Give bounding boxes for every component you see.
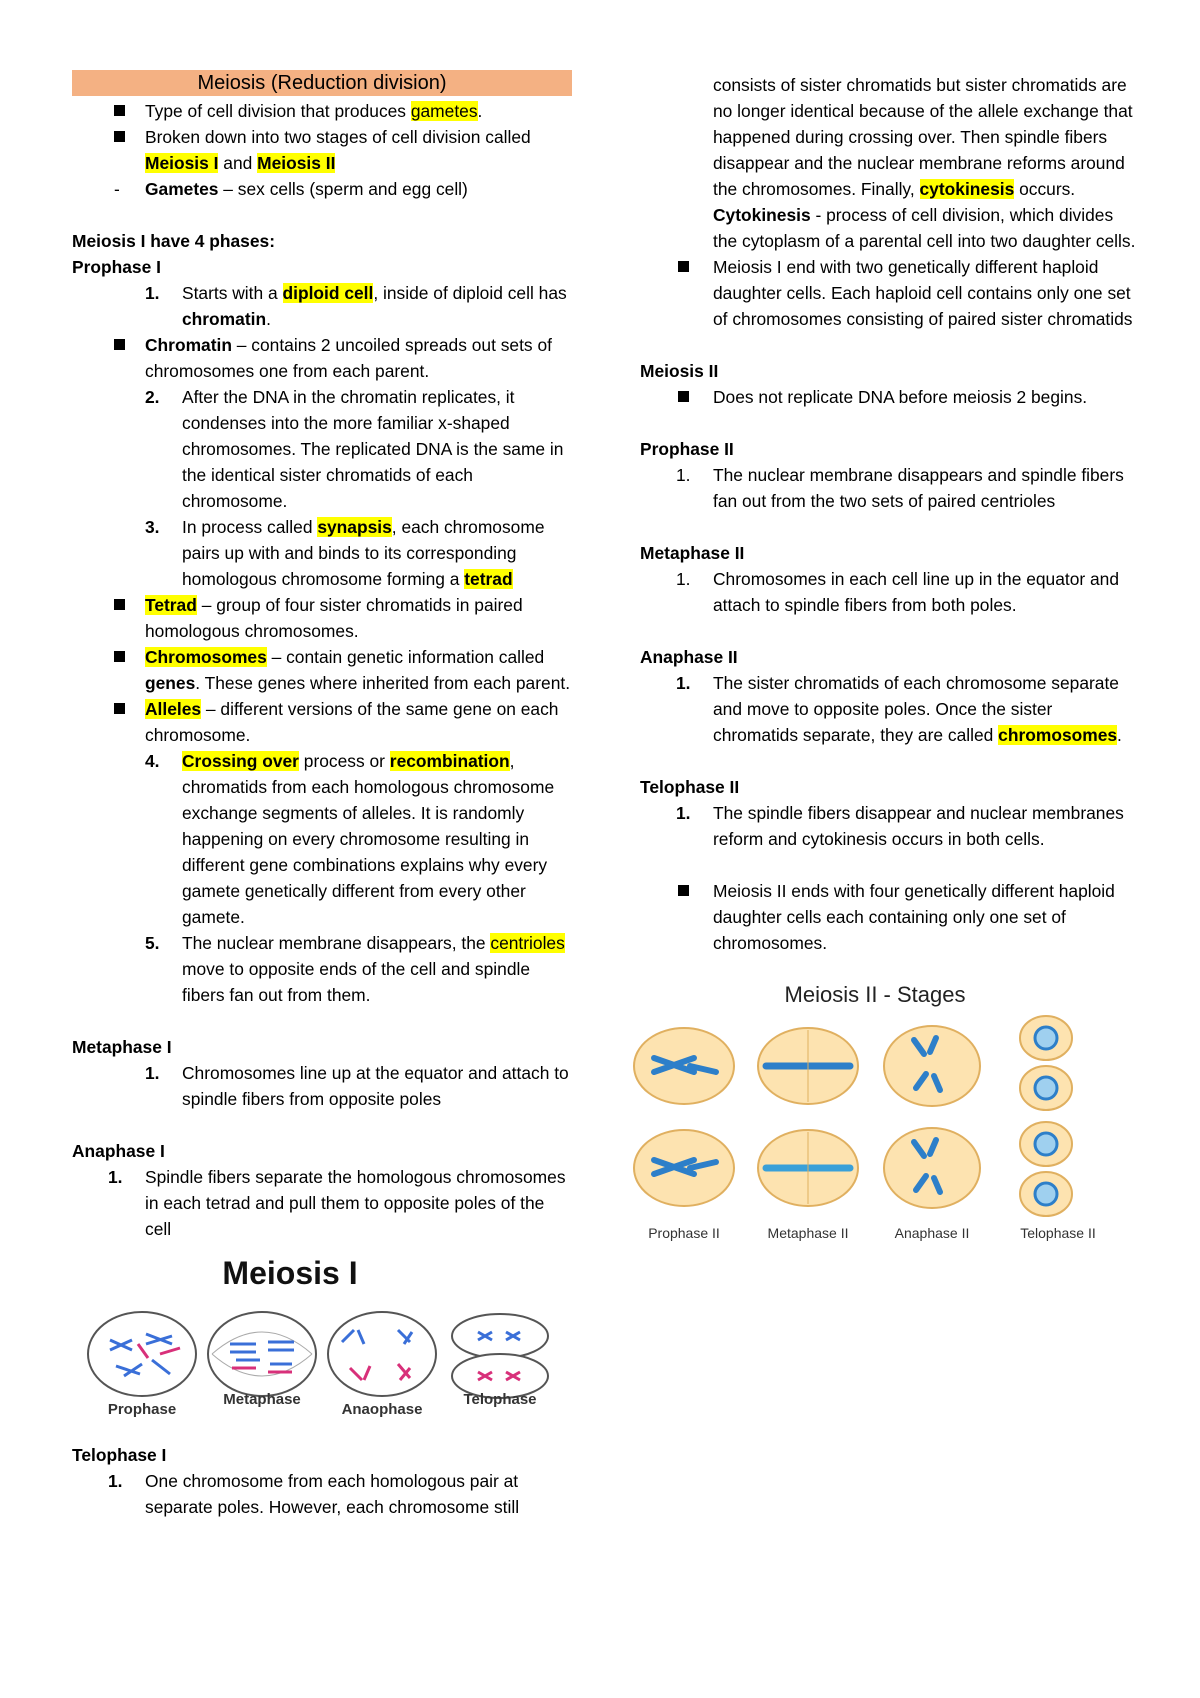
anaphase-1-heading: Anaphase I [72, 1141, 165, 1161]
meiosis-1-heading: Meiosis I have 4 phases: [72, 231, 275, 251]
prophase-2-item-1: 1. The nuclear membrane disappears and spindle fibers fan out from the two sets of paired centrioles [676, 465, 1124, 511]
metaphase-2-heading: Metaphase II [640, 543, 745, 563]
bullet-meiosis-1-end: Meiosis I end with two genetically different haploid daughter cells. Each haploid cell contains only one set of chromosomes consisting of paired sister chromatids [640, 254, 1140, 332]
page-title: Meiosis (Reduction division) [72, 70, 572, 96]
bullet-chromosomes: Chromosomes – contain genetic information called genes. These genes where inherited from each parent. [72, 644, 572, 696]
meiosis-2-figure [630, 976, 1130, 1256]
figure-label-prophase-2: Prophase II [648, 1225, 720, 1241]
telophase-2-item-1: 1. The spindle fibers disappear and nuclear membranes reform and cytokinesis occurs in both cells. [676, 803, 1124, 849]
telophase-2-heading: Telophase II [640, 777, 740, 797]
prophase-cell [88, 1312, 196, 1396]
prophase-1-item-2: 2. After the DNA in the chromatin replicates, it condenses into the more familiar x-shaped chromosomes. The replicated DNA is the same in the identical sister chromatids of each chromosome. [145, 387, 564, 511]
bullet-square-icon [678, 885, 689, 896]
bullet-square-icon [678, 391, 689, 402]
bullet-gametes: Type of cell division that produces gametes. [72, 98, 572, 124]
meiosis-1-figure [80, 1248, 560, 1418]
bullet-two-stages: Broken down into two stages of cell division called Meiosis I and Meiosis II [72, 124, 572, 176]
bullet-no-replication: Does not replicate DNA before meiosis 2 begins. [640, 384, 1140, 410]
anaphase-2-cells [884, 1026, 980, 1208]
meiosis-2-figure-title: Meiosis II - Stages [784, 982, 966, 1007]
anaphase-2-item-1: 1. The sister chromatids of each chromosome separate and move to opposite poles. Once the sister chromatids separate, they are called chromosomes. [676, 673, 1122, 745]
prophase-2-cells [634, 1028, 734, 1206]
figure-label-telophase-2: Telophase II [1020, 1225, 1096, 1241]
bullet-alleles: Alleles – different versions of the same gene on each chromosome. [72, 696, 572, 748]
prophase-1-item-3: 3. In process called synapsis, each chromosome pairs up with and binds to its corresponding homologous chromosome forming a tetrad [145, 517, 545, 589]
prophase-1-item-5: 5. The nuclear membrane disappears, the centrioles move to opposite ends of the cell and spindle fibers fan out from them. [145, 933, 565, 1005]
anaphase-1-item-1: 1. Spindle fibers separate the homologous chromosomes in each tetrad and pull them to opposite poles of the cell [108, 1167, 566, 1239]
figure-label-prophase: Prophase [107, 1401, 177, 1418]
right-column [640, 72, 1140, 1256]
telophase-1-continued: consists of sister chromatids but sister chromatids are no longer identical because of the allele exchange that happened during crossing over. Then spindle fibers disappear and the nuclear membrane reforms around the chromosomes. Finally, cytokinesis occurs. [713, 75, 1133, 199]
figure-label-telophase: Telophase [463, 1391, 537, 1408]
prophase-1-item-4: 4. Crossing over process or recombination, chromatids from each homologous chromosome exchange segments of alleles. It is randomly happening on every chromosome resulting in different gene combinations explains why every gamete genetically different from every other gamete. [145, 751, 555, 927]
anaphase-2-heading: Anaphase II [640, 647, 738, 667]
metaphase-cell [208, 1312, 316, 1396]
telophase-1-heading: Telophase I [72, 1445, 167, 1465]
figure-label-anaophase: Anaophase [341, 1401, 423, 1418]
metaphase-1-heading: Metaphase I [72, 1037, 172, 1057]
figure-label-anaphase-2: Anaphase II [894, 1225, 970, 1241]
figure-label-metaphase: Metaphase [223, 1391, 301, 1408]
cytokinesis-definition: Cytokinesis - process of cell division, which divides the cytoplasm of a parental cell into two daughter cells. [713, 205, 1136, 251]
prophase-2-heading: Prophase II [640, 439, 734, 459]
meiosis-2-heading: Meiosis II [640, 361, 719, 381]
bullet-chromatin: Chromatin – contains 2 uncoiled spreads out sets of chromosomes one from each parent. [72, 332, 572, 384]
metaphase-2-cells [758, 1028, 858, 1206]
telophase-2-cells [1020, 1016, 1072, 1216]
bullet-square-icon [678, 261, 689, 272]
metaphase-1-item-1: 1. Chromosomes line up at the equator and attach to spindle fibers from opposite poles [145, 1063, 569, 1109]
bullet-meiosis-2-end: Meiosis II ends with four genetically different haploid daughter cells each containing only one set of chromosomes. [640, 878, 1140, 956]
telophase-1-item-1: 1. One chromosome from each homologous pair at separate poles. However, each chromosome still [108, 1471, 520, 1517]
bullet-tetrad: Tetrad – group of four sister chromatids in paired homologous chromosomes. [72, 592, 572, 644]
prophase-1-item-1: 1. Starts with a diploid cell, inside of diploid cell has chromatin. [145, 283, 567, 329]
metaphase-2-item-1: 1. Chromosomes in each cell line up in the equator and attach to spindle fibers from both poles. [676, 569, 1120, 615]
prophase-1-heading: Prophase I [72, 257, 161, 277]
telophase-cell [452, 1314, 548, 1398]
anaphase-cell [328, 1312, 436, 1396]
left-column [72, 70, 572, 1520]
dash-gametes: - Gametes – sex cells (sperm and egg cell) [72, 176, 572, 202]
meiosis-1-figure-title: Meiosis I [222, 1255, 358, 1291]
figure-label-metaphase-2: Metaphase II [767, 1225, 849, 1241]
